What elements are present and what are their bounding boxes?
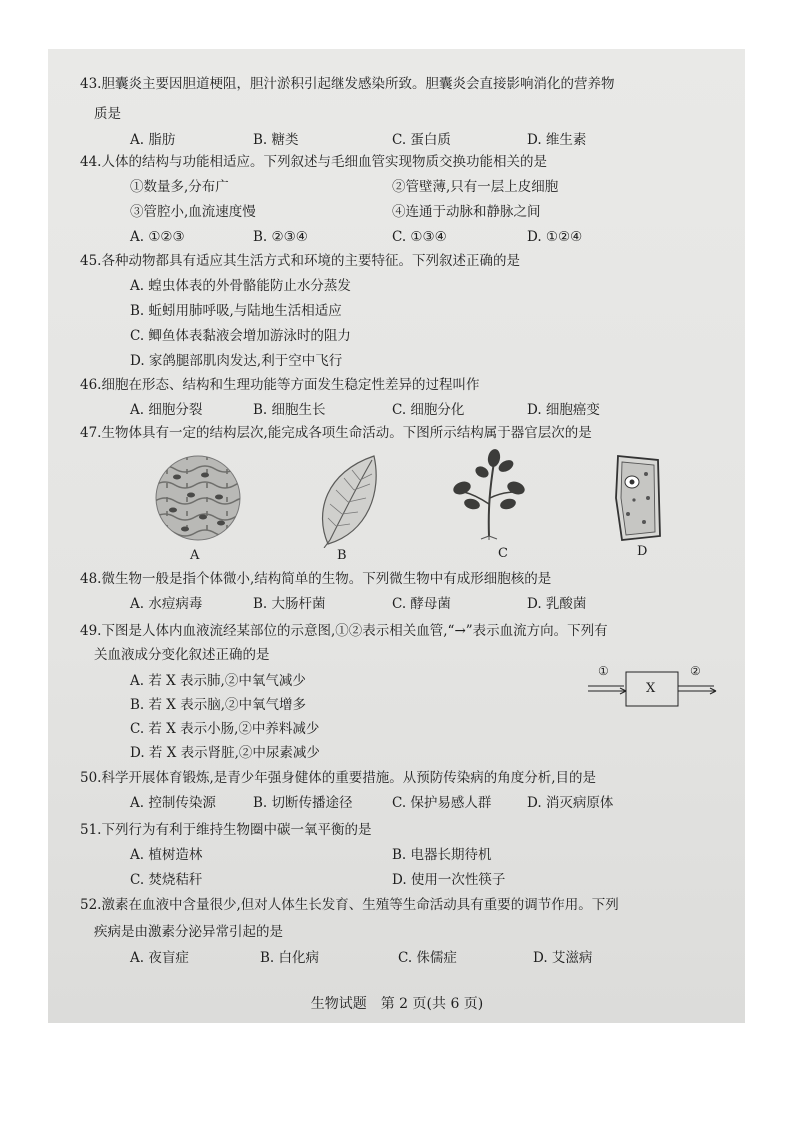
figure-a-tissue-image: [155, 455, 241, 541]
diagram-x-box-label: X: [646, 681, 656, 696]
q52-option-b[interactable]: B. 白化病: [260, 950, 320, 966]
question-49-line-1: 49.下图是人体内血液流经某部位的示意图,①②表示相关血管,“→”表示血流方向。下列有: [80, 623, 608, 639]
q49-option-b[interactable]: B. 若 X 表示脑,②中氧气增多: [130, 697, 306, 713]
q45-option-b[interactable]: B. 蚯蚓用肺呼吸,与陆地生活相适应: [130, 303, 342, 319]
figure-a-label: A: [190, 548, 200, 563]
q49-option-c[interactable]: C. 若 X 表示小肠,②中养料减少: [130, 721, 320, 737]
q43-option-a[interactable]: A. 脂肪: [130, 132, 176, 148]
figure-d-cell-image: [612, 452, 664, 544]
q44-statement-2: ②管壁薄,只有一层上皮细胞: [392, 179, 559, 195]
figure-c-plant-image: [450, 448, 528, 540]
q44-option-c[interactable]: C. ①③④: [392, 229, 447, 245]
q43-option-c[interactable]: C. 蛋白质: [392, 132, 451, 148]
diagram-vessel-2-label: ②: [690, 664, 701, 678]
question-44-line-1: 44.人体的结构与功能相适应。下列叙述与毛细血管实现物质交换功能相关的是: [80, 154, 547, 170]
question-46-line-1: 46.细胞在形态、结构和生理功能等方面发生稳定性差异的过程叫作: [80, 377, 480, 393]
q49-option-a[interactable]: A. 若 X 表示肺,②中氧气减少: [130, 673, 306, 689]
q46-option-a[interactable]: A. 细胞分裂: [130, 402, 203, 418]
page-footer: 生物试题 第 2 页(共 6 页): [310, 996, 484, 1012]
q50-option-d[interactable]: D. 消灭病原体: [527, 795, 614, 811]
q45-option-c[interactable]: C. 鲫鱼体表黏液会增加游泳时的阻力: [130, 328, 351, 344]
figure-d-label: D: [637, 544, 648, 559]
question-50-line-1: 50.科学开展体育锻炼,是青少年强身健体的重要措施。从预防传染病的角度分析,目的是: [80, 770, 597, 786]
figure-b-leaf-image: [312, 452, 384, 548]
q46-option-b[interactable]: B. 细胞生长: [253, 402, 326, 418]
q46-option-c[interactable]: C. 细胞分化: [392, 402, 465, 418]
q51-option-c[interactable]: C. 焚烧秸秆: [130, 872, 203, 888]
q51-option-d[interactable]: D. 使用一次性筷子: [392, 872, 506, 888]
q44-statement-3: ③管腔小,血流速度慢: [130, 204, 256, 220]
question-43-line-2: 质是: [94, 106, 121, 122]
q50-option-a[interactable]: A. 控制传染源: [130, 795, 216, 811]
q50-option-b[interactable]: B. 切断传播途径: [253, 795, 353, 811]
q48-option-c[interactable]: C. 酵母菌: [392, 596, 451, 612]
question-45-line-1: 45.各种动物都具有适应其生活方式和环境的主要特征。下列叙述正确的是: [80, 253, 520, 269]
q45-option-d[interactable]: D. 家鸽腿部肌肉发达,利于空中飞行: [130, 353, 343, 369]
q49-option-d[interactable]: D. 若 X 表示肾脏,②中尿素减少: [130, 745, 320, 761]
q52-option-d[interactable]: D. 艾滋病: [533, 950, 593, 966]
q44-option-d[interactable]: D. ①②④: [527, 229, 583, 245]
q44-option-a[interactable]: A. ①②③: [130, 229, 185, 245]
question-47-line-1: 47.生物体具有一定的结构层次,能完成各项生命活动。下图所示结构属于器官层次的是: [80, 425, 592, 441]
q48-option-a[interactable]: A. 水痘病毒: [130, 596, 203, 612]
q44-option-b[interactable]: B. ②③④: [253, 229, 308, 245]
q52-option-a[interactable]: A. 夜盲症: [130, 950, 189, 966]
question-52-line-2: 疾病是由激素分泌异常引起的是: [94, 924, 283, 940]
question-43-line-1: 43.胆囊炎主要因胆道梗阻，胆汁淤积引起继发感染所致。胆囊炎会直接影响消化的营养物: [80, 76, 615, 92]
q44-statement-4: ④连通于动脉和静脉之间: [392, 204, 541, 220]
q50-option-c[interactable]: C. 保护易感人群: [392, 795, 492, 811]
figure-c-label: C: [498, 546, 508, 561]
q51-option-b[interactable]: B. 电器长期待机: [392, 847, 492, 863]
q46-option-d[interactable]: D. 细胞癌变: [527, 402, 600, 418]
question-48-line-1: 48.微生物一般是指个体微小,结构简单的生物。下列微生物中有成形细胞核的是: [80, 571, 552, 587]
q48-option-d[interactable]: D. 乳酸菌: [527, 596, 587, 612]
question-49-line-2: 关血液成分变化叙述正确的是: [94, 647, 270, 663]
diagram-vessel-1-label: ①: [598, 664, 609, 678]
q48-option-b[interactable]: B. 大肠杆菌: [253, 596, 326, 612]
question-51-line-1: 51.下列行为有利于维持生物圈中碳一氧平衡的是: [80, 822, 372, 838]
q52-option-c[interactable]: C. 侏儒症: [398, 950, 457, 966]
q43-option-d[interactable]: D. 维生素: [527, 132, 587, 148]
q43-option-b[interactable]: B. 糖类: [253, 132, 299, 148]
q51-option-a[interactable]: A. 植树造林: [130, 847, 203, 863]
q44-statement-1: ①数量多,分布广: [130, 179, 229, 195]
figure-b-label: B: [337, 548, 347, 563]
question-52-line-1: 52.激素在血液中含量很少,但对人体生长发育、生殖等生命活动具有重要的调节作用。下列: [80, 897, 619, 913]
q45-option-a[interactable]: A. 蝗虫体表的外骨骼能防止水分蒸发: [130, 278, 351, 294]
